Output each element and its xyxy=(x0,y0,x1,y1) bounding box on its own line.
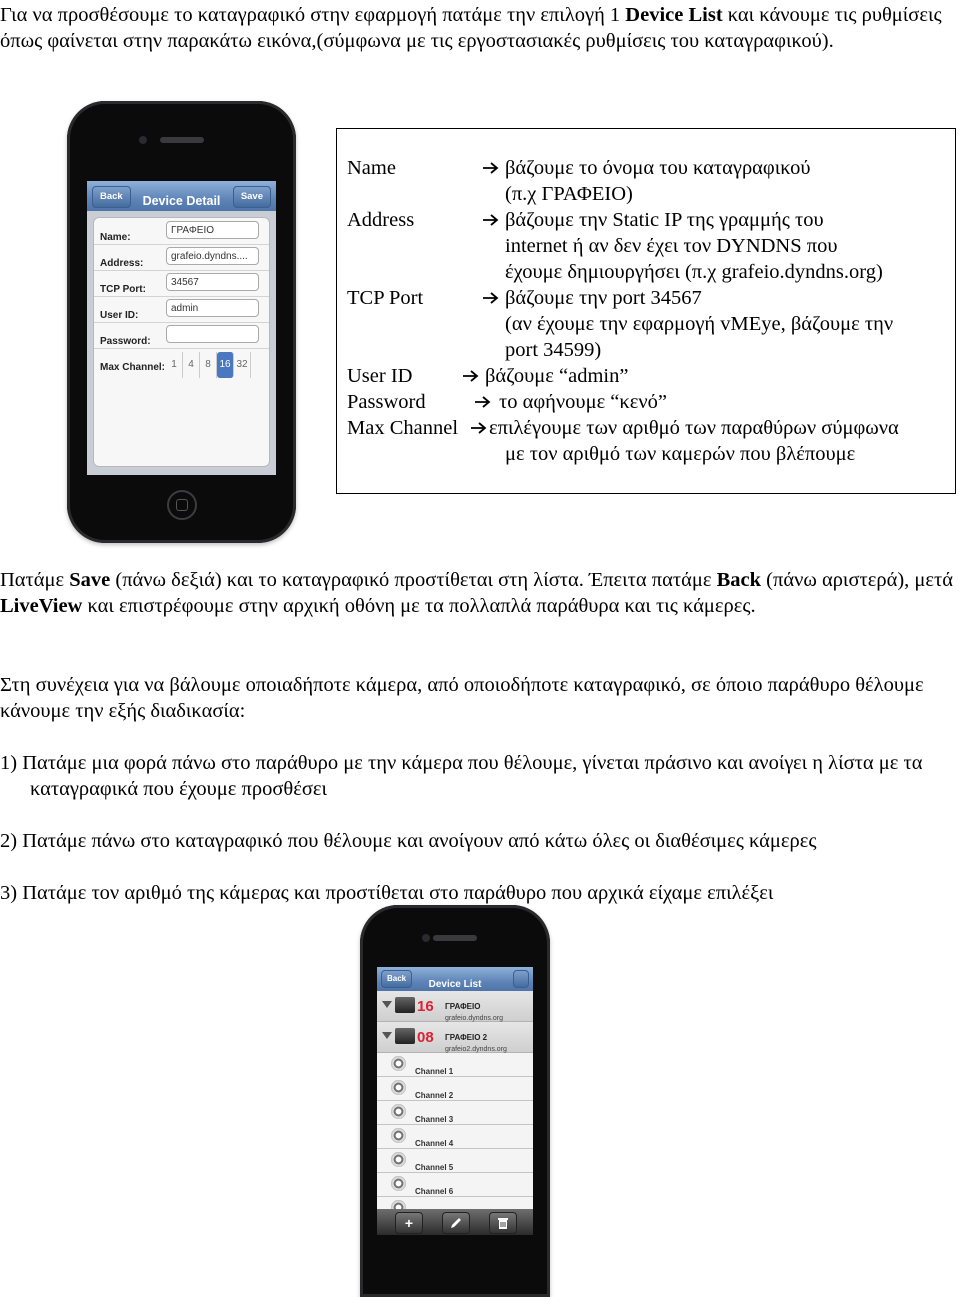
phone-camera-dot xyxy=(422,934,430,942)
password-field[interactable] xyxy=(166,325,259,343)
callout-term-user-id: User ID xyxy=(347,365,413,387)
home-button[interactable] xyxy=(167,490,197,520)
channel-label: Channel 3 xyxy=(415,1115,454,1124)
back-button[interactable]: Back xyxy=(381,970,412,988)
device-detail-screen xyxy=(87,181,276,475)
procedure-intro: Στη συνέχεια για να βάλουμε οποιαδήποτε κάμερα, από οποιοδήποτε καταγραφικό, σε όποιο παράθυρο θέλουμε κάνουμε την εξής διαδικασία: xyxy=(0,674,924,722)
password-label: Password: xyxy=(100,336,151,347)
max-channel-row xyxy=(94,348,269,374)
desc-line: port 34599) xyxy=(505,339,602,361)
channel-label: Channel 6 xyxy=(415,1187,454,1196)
para-text: (πάνω δεξιά) και το καταγραφικό προστίθεται στη λίστα. Έπειτα πατάμε xyxy=(110,569,717,591)
device-domain: grafeio2.dyndns.org xyxy=(445,1046,507,1053)
channel-row[interactable] xyxy=(377,1077,533,1101)
camera-lens-icon xyxy=(391,1056,406,1071)
para-text: (πάνω αριστερά), μετά xyxy=(761,569,953,591)
tcp-port-field[interactable]: 34567 xyxy=(166,273,259,291)
camera-lens-icon xyxy=(391,1152,406,1167)
channel-option-4[interactable]: 4 xyxy=(183,352,200,378)
phone-device-detail xyxy=(67,101,296,543)
callout-desc-tcp-port xyxy=(505,285,955,363)
device-name: ΓΡΑΦΕΙΟ 2 xyxy=(445,1033,488,1042)
back-bold: Back xyxy=(716,569,762,591)
phone-speaker xyxy=(160,137,204,143)
device-row[interactable] xyxy=(377,991,533,1022)
camera-lens-icon xyxy=(391,1176,406,1191)
device-detail-navbar xyxy=(87,181,276,211)
camera-lens-icon xyxy=(391,1104,406,1119)
desc-line: (αν έχουμε την εφαρμογή vMEye, βάζουμε την xyxy=(505,313,894,335)
save-button[interactable]: Save xyxy=(233,186,271,208)
arrow-icon xyxy=(471,422,487,434)
arrow-icon xyxy=(483,214,499,226)
desc-line: (π.χ ΓΡΑΦΕΙΟ) xyxy=(505,183,633,205)
channel-label: Channel 1 xyxy=(415,1067,454,1076)
device-list-navbar xyxy=(377,967,533,991)
intro-paragraph xyxy=(0,2,955,54)
desc-line: επιλέγουμε των αριθμό των παραθύρων σύμφωνα xyxy=(489,417,899,439)
callout-term-address: Address xyxy=(347,209,415,231)
intro-text-end: και κάνουμε τις ρυθμίσεις όπως φαίνεται στην παρακάτω εικόνα,(σύμφωνα με τις εργοστασιακές ρυθμίσεις του καταγραφικού). xyxy=(0,4,942,52)
dvr-icon xyxy=(395,997,415,1013)
callout-term-name: Name xyxy=(347,157,396,179)
phone-speaker xyxy=(433,935,477,941)
callout-desc-name xyxy=(505,155,955,207)
desc-line: βάζουμε την Static IP της γραμμής του xyxy=(505,209,824,231)
max-channel-selector xyxy=(166,352,251,378)
settings-callout xyxy=(336,128,956,494)
intro-text: Για να προσθέσουμε το καταγραφικό στην εφαρμογή πατάμε την επιλογή 1 xyxy=(0,4,626,26)
name-label: Name: xyxy=(100,232,131,243)
user-id-row xyxy=(94,296,269,323)
device-list-title: Device List xyxy=(428,979,482,990)
arrow-icon xyxy=(483,162,499,174)
device-domain: grafeio.dyndns.org xyxy=(445,1015,503,1022)
device-detail-title: Device Detail xyxy=(142,194,221,208)
channel-option-8[interactable]: 8 xyxy=(200,352,217,378)
max-channel-label: Max Channel: xyxy=(100,362,166,373)
desc-line: βάζουμε το όνομα του καταγραφικού xyxy=(505,157,811,179)
channel-row[interactable] xyxy=(377,1173,533,1197)
arrow-icon xyxy=(483,292,499,304)
channel-option-32[interactable]: 32 xyxy=(234,352,251,378)
channel-row[interactable] xyxy=(377,1125,533,1149)
channel-label: Channel 2 xyxy=(415,1091,454,1100)
callout-term-tcp-port: TCP Port xyxy=(347,287,424,309)
device-detail-form xyxy=(93,217,270,467)
phone-device-list xyxy=(360,905,550,1297)
arrow-icon xyxy=(475,396,491,408)
desc-line: με τον αριθμό των καμερών που βλέπουμε xyxy=(505,443,856,465)
channel-option-16[interactable]: 16 xyxy=(217,352,234,378)
liveview-bold: LiveView xyxy=(0,595,83,617)
camera-lens-icon xyxy=(391,1080,406,1095)
save-bold: Save xyxy=(69,569,111,591)
para-text: Πατάμε xyxy=(0,569,70,591)
desc-line: έχουμε δημιουργήσει (π.χ grafeio.dyndns.org) xyxy=(505,261,883,283)
channel-label: Channel 5 xyxy=(415,1163,454,1172)
callout-desc-user-id xyxy=(485,363,935,389)
device-name: ΓΡΑΦΕΙΟ xyxy=(445,1002,481,1011)
channel-label: Channel 4 xyxy=(415,1139,454,1148)
address-field[interactable]: grafeio.dyndns.... xyxy=(166,247,259,265)
trash-icon[interactable] xyxy=(489,1212,517,1234)
pencil-icon[interactable] xyxy=(442,1212,470,1234)
callout-term-password: Password xyxy=(347,391,426,413)
password-row xyxy=(94,322,269,349)
step-2: 2) Πατάμε πάνω στο καταγραφικό που θέλουμε και ανοίγουν από κάτω όλες οι διαθέσιμες κάμερες xyxy=(0,830,817,852)
expand-arrow-icon xyxy=(382,1001,392,1008)
channel-row[interactable] xyxy=(377,1101,533,1125)
name-row xyxy=(94,218,269,245)
para-text: και επιστρέφουμε στην αρχική οθόνη με τα πολλαπλά παράθυρα και τις κάμερες. xyxy=(82,595,756,617)
callout-desc-max-channel xyxy=(489,415,954,467)
settings-icon[interactable] xyxy=(513,970,529,988)
device-list-bold: Device List xyxy=(625,4,723,26)
tcp-port-label: TCP Port: xyxy=(100,284,146,295)
arrow-icon xyxy=(463,370,479,382)
address-label: Address: xyxy=(100,258,144,269)
desc-line: το αφήνουμε “κενό” xyxy=(499,391,667,413)
address-row xyxy=(94,244,269,271)
device-list-toolbar xyxy=(377,1209,533,1235)
callout-desc-address xyxy=(505,207,955,285)
back-button[interactable]: Back xyxy=(92,186,131,208)
phone-camera-dot xyxy=(139,136,147,144)
channel-row[interactable] xyxy=(377,1149,533,1173)
dvr-icon xyxy=(395,1028,415,1044)
desc-line: internet ή αν δεν έχει τον DYNDNS που xyxy=(505,235,838,257)
step-3: 3) Πατάμε τον αριθμό της κάμερας και προστίθεται στο παράθυρο που αρχικά είχαμε επιλέξει xyxy=(0,882,774,904)
desc-line: βάζουμε την port 34567 xyxy=(505,287,702,309)
channel-option-1[interactable]: 1 xyxy=(166,352,183,378)
channel-row[interactable] xyxy=(377,1053,533,1077)
device-channel-count: 08 xyxy=(417,1029,434,1046)
camera-lens-icon xyxy=(391,1128,406,1143)
expand-arrow-icon xyxy=(382,1032,392,1039)
callout-term-max-channel: Max Channel xyxy=(347,417,459,439)
tcp-port-row xyxy=(94,270,269,297)
device-channel-count: 16 xyxy=(417,998,434,1015)
desc-line: βάζουμε “admin” xyxy=(485,365,629,387)
user-id-field[interactable]: admin xyxy=(166,299,259,317)
callout-desc-password xyxy=(499,389,949,415)
plus-icon[interactable]: + xyxy=(395,1212,423,1234)
name-field[interactable]: ΓΡΑΦΕΙΟ xyxy=(166,221,259,239)
user-id-label: User ID: xyxy=(100,310,139,321)
device-row[interactable] xyxy=(377,1022,533,1053)
device-list-screen xyxy=(377,967,533,1235)
save-paragraph xyxy=(0,567,955,619)
step-1: 1) Πατάμε μια φορά πάνω στο παράθυρο με την κάμερα που θέλουμε, γίνεται πράσινο και ανοίγει η λίστα με τα καταγραφικά που έχουμε προσθέσει xyxy=(0,752,923,800)
